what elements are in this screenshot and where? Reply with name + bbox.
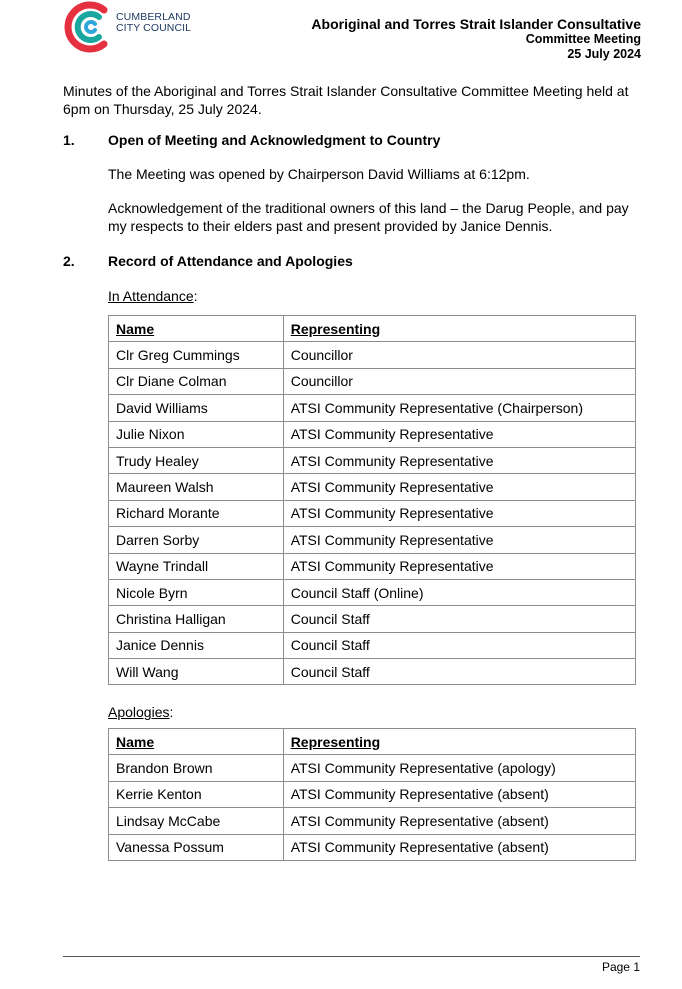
section-2-title: Record of Attendance and Apologies <box>108 253 353 269</box>
table-row <box>109 579 636 605</box>
table-row <box>109 474 636 500</box>
cell-representing: Councillor <box>283 368 635 394</box>
table-row <box>109 342 636 368</box>
cell-representing: ATSI Community Representative (absent) <box>283 781 635 807</box>
cell-name: Brandon Brown <box>109 755 284 781</box>
attendance-heading: In Attendance: <box>108 288 198 304</box>
cell-name: David Williams <box>109 395 284 421</box>
council-logo-text <box>116 12 191 34</box>
cell-name: Nicole Byrn <box>109 579 284 605</box>
council-logo <box>64 0 234 56</box>
header-date: 25 July 2024 <box>567 47 641 61</box>
cell-representing: Council Staff <box>283 606 635 632</box>
document-header <box>311 17 641 62</box>
cell-representing: ATSI Community Representative <box>283 500 635 526</box>
section-1-title: Open of Meeting and Acknowledgment to Country <box>108 132 441 148</box>
cell-name: Clr Diane Colman <box>109 368 284 394</box>
section-1-paragraph-1: The Meeting was opened by Chairperson David Williams at 6:12pm. <box>108 166 530 182</box>
cell-representing: ATSI Community Representative (absent) <box>283 834 635 860</box>
cell-representing: ATSI Community Representative (Chairperson) <box>283 395 635 421</box>
section-1-paragraph-2: Acknowledgement of the traditional owners of this land – the Darug People, and pay my respects to their elders past and present provided by Janice Dennis. <box>108 200 629 234</box>
apologies-heading: Apologies: <box>108 704 174 720</box>
table-row <box>109 781 636 807</box>
cell-name: Trudy Healey <box>109 447 284 473</box>
cell-representing: ATSI Community Representative (absent) <box>283 808 635 834</box>
section-2-number: 2. <box>63 253 75 269</box>
intro-paragraph: Minutes of the Aboriginal and Torres Strait Islander Consultative Committee Meeting held at 6pm on Thursday, 25 July 2024. <box>63 83 629 117</box>
cell-name: Richard Morante <box>109 500 284 526</box>
table-row <box>109 834 636 860</box>
table-row <box>109 755 636 781</box>
attendance-table <box>108 315 636 685</box>
table-row <box>109 395 636 421</box>
cell-representing: Councillor <box>283 342 635 368</box>
attendance-table-body <box>109 342 636 685</box>
cell-representing: ATSI Community Representative (apology) <box>283 755 635 781</box>
column-header-representing: Representing <box>283 316 635 342</box>
table-row <box>109 421 636 447</box>
cell-representing: ATSI Community Representative <box>283 553 635 579</box>
cell-name: Clr Greg Cummings <box>109 342 284 368</box>
cell-name: Darren Sorby <box>109 527 284 553</box>
footer-divider <box>63 956 640 957</box>
cell-name: Janice Dennis <box>109 632 284 658</box>
table-row <box>109 632 636 658</box>
table-row <box>109 553 636 579</box>
header-title: Aboriginal and Torres Strait Islander Consultative <box>311 16 641 32</box>
cell-name: Wayne Trindall <box>109 553 284 579</box>
attendance-heading-text: In Attendance <box>108 288 194 304</box>
table-row <box>109 447 636 473</box>
column-header-name: Name <box>109 729 284 755</box>
section-1-number: 1. <box>63 132 75 148</box>
cell-representing: ATSI Community Representative <box>283 447 635 473</box>
cell-name: Lindsay McCabe <box>109 808 284 834</box>
cell-name: Julie Nixon <box>109 421 284 447</box>
cell-representing: Council Staff (Online) <box>283 579 635 605</box>
logo-name-line1: CUMBERLAND <box>116 11 191 23</box>
table-row <box>109 606 636 632</box>
table-header-row <box>109 729 636 755</box>
table-header-row <box>109 316 636 342</box>
apologies-heading-text: Apologies <box>108 704 170 720</box>
cell-representing: Council Staff <box>283 659 635 685</box>
table-row <box>109 527 636 553</box>
cell-name: Will Wang <box>109 659 284 685</box>
cell-name: Vanessa Possum <box>109 834 284 860</box>
cell-representing: Council Staff <box>283 632 635 658</box>
cell-representing: ATSI Community Representative <box>283 527 635 553</box>
cell-name: Kerrie Kenton <box>109 781 284 807</box>
column-header-name: Name <box>109 316 284 342</box>
table-row <box>109 368 636 394</box>
table-row <box>109 500 636 526</box>
logo-name-line2: CITY COUNCIL <box>116 22 192 34</box>
table-row <box>109 808 636 834</box>
header-subtitle: Committee Meeting <box>525 32 641 46</box>
cell-name: Christina Halligan <box>109 606 284 632</box>
cell-representing: ATSI Community Representative <box>283 474 635 500</box>
apologies-table <box>108 728 636 861</box>
cell-representing: ATSI Community Representative <box>283 421 635 447</box>
apologies-table-body <box>109 755 636 861</box>
cell-name: Maureen Walsh <box>109 474 284 500</box>
table-row <box>109 659 636 685</box>
column-header-representing: Representing <box>283 729 635 755</box>
council-logo-icon <box>64 0 114 54</box>
page-number: Page 1 <box>601 960 640 974</box>
